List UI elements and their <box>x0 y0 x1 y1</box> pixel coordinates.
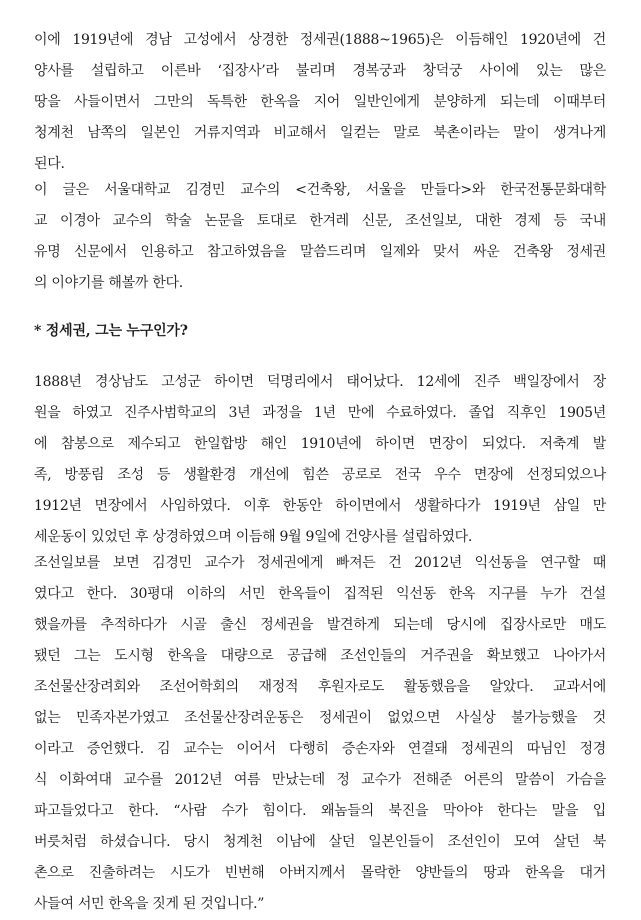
text-line: 세운동이 있었던 후 상경하였으며 이듬해 9월 9일에 건양사를 설립하였다. <box>34 529 473 545</box>
text-line: 의 이야기를 해볼까 한다. <box>34 275 183 291</box>
paragraph-biography <box>34 367 606 553</box>
text-line: 에 참봉으로 제수되고 한일합방 해인 1910년에 하이면 면장이 되었다. 저축계 발 <box>34 436 606 452</box>
text-line: 식 이화여대 교수를 2012년 여름 만났는데 정 교수가 전해준 어른의 말씀이 가슴을 <box>34 772 606 788</box>
text-line: 양사를 설립하고 이른바 ‘집장사’라 불리며 경복궁과 창덕궁 사이에 있는 많은 <box>34 63 606 79</box>
text-line: 됐던 그는 도시형 한옥을 대량으로 공급해 조선인들의 거주권을 확보했고 나아가서 <box>34 648 606 664</box>
text-line: 1912년 면장에서 사임하였다. 이후 한동안 하이면에서 생활하다가 1919년 삼일 만 <box>34 498 606 514</box>
paragraph-chosun-ilbo <box>34 548 606 920</box>
text-line: 파고들었다고 한다. “사람 수가 힘이다. 왜놈들의 북진을 막아야 한다는 말을 입 <box>34 803 606 819</box>
text-line: 된다. <box>34 156 65 172</box>
text-line: 조선일보를 보면 김경민 교수가 정세권에게 빠져든 건 2012년 익선동을 연구할 때 <box>34 555 606 571</box>
text-line: 이에 1919년에 경남 고성에서 상경한 정세권(1888~1965)은 이듬해인 1920년에 건 <box>34 32 606 48</box>
text-line: 이 글은 서울대학교 김경민 교수의 <건축왕, 서울을 만들다>와 한국전통문화대학 <box>34 182 606 198</box>
text-line: 족, 방풍림 조성 등 생활환경 개선에 힘쓴 공로로 전국 우수 면장에 선정되었으나 <box>34 467 606 483</box>
text-line: 1888년 경상남도 고성군 하이면 덕명리에서 태어났다. 12세에 진주 백일장에서 장 <box>34 374 606 390</box>
text-line: 였다고 한다. 30평대 이하의 서민 한옥들이 집적된 익선동 한옥 지구를 누가 건설 <box>34 586 606 602</box>
paragraph-intro-gosung <box>34 25 606 180</box>
text-line: 촌으로 진출하려는 시도가 빈번해 아버지께서 몰락한 양반들의 땅과 한옥을 대거 <box>34 865 606 881</box>
section-heading: * 정세권, 그는 누구인가? <box>34 323 188 339</box>
text-line: 땅을 사들이면서 그만의 독특한 한옥을 지어 일반인에게 분양하게 되는데 이때부터 <box>34 94 606 110</box>
text-line: 했을까를 추적하다가 시골 출신 정세권을 발견하게 되는데 당시에 집장사로만 매도 <box>34 617 606 633</box>
text-line: 원을 하였고 진주사범학교의 3년 과정을 1년 만에 수료하였다. 졸업 직후인 1905년 <box>34 405 606 421</box>
text-line: 버릇처럼 하셨습니다. 당시 청계천 이남에 살던 일본인들이 조선인이 모여 살던 북 <box>34 834 606 850</box>
text-line: 유명 신문에서 인용하고 참고하였음을 말씀드리며 일제와 맞서 싸운 건축왕 정세권 <box>34 244 606 260</box>
text-line: 교 이경아 교수의 학술 논문을 토대로 한겨레 신문, 조선일보, 대한 경제 등 국내 <box>34 213 606 229</box>
text-line: 사들여 서민 한옥을 짓게 된 것입니다.” <box>34 896 265 912</box>
text-line: 청계천 남쪽의 일본인 거류지역과 비교해서 일컫는 말로 북촌이라는 말이 생겨나게 <box>34 125 606 141</box>
text-line: 없는 민족자본가였고 조선물산장려운동은 정세권이 없었으면 사실상 불가능했을 것 <box>34 710 606 726</box>
text-line: 이라고 증언했다. 김 교수는 이어서 다행히 증손자와 연결돼 정세권의 따님인 정경 <box>34 741 606 757</box>
text-line: 조선물산장려회와 조선어학회의 재정적 후원자로도 활동했음을 알았다. 교과서에 <box>34 679 606 695</box>
paragraph-sources <box>34 175 606 299</box>
